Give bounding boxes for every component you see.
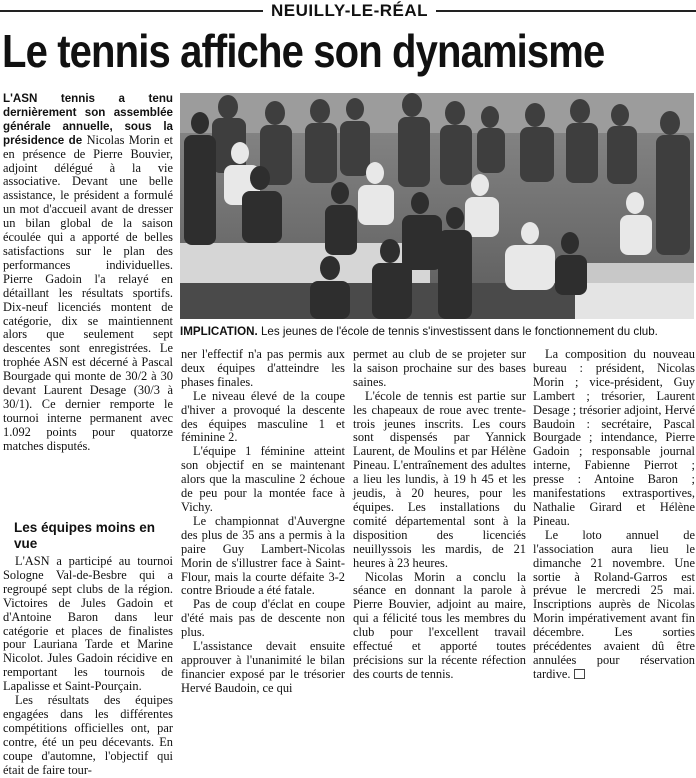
paragraph: L'ASN a participé au tournoi Sologne Val-de-Besbre qui a regroupé sept clubs de la région. Victoires de Jules Gadoin et d'Antoine Baron dans leur catégorie et places de finalistes pour Lauriana Tarde et Marine Nicolot. Jules Gadoin récidive en remportant les tournois de Lapalisse et Saint-Pourçain. (3, 554, 173, 694)
paragraph: ner l'effectif n'a pas permis aux deux équipes d'atteindre les phases finales. (181, 347, 345, 389)
paragraph: Pas de coup d'éclat en coupe d'été mais pas de descente non plus. (181, 597, 345, 640)
column-1-bottom (3, 554, 173, 777)
subheading: Les équipes moins en vue (14, 520, 156, 551)
column-3 (353, 348, 526, 693)
kicker-bar (0, 0, 696, 22)
closing-text: Le loto annuel de l'association aura lieu le dimanche 21 novembre. Une sortie à Roland-Garros est prévue le mercredi 25 mai. Inscriptions auprès de Nicolas Morin impérativement avant fin décembre. Les sorties précédentes avaient dû être annulées pour réservation tardive. (533, 527, 695, 681)
caption-text: Les jeunes de l'école de tennis s'investissent dans le fonctionnement du club. (260, 325, 658, 338)
paragraph: Le championnat d'Auvergne des plus de 35 ans a permis à la paire Guy Lambert-Nicolas Morin de s'illustrer face à Saint-Flour, mais la courte défaite 3-2 contre Brioude a été fatale. (181, 513, 345, 598)
paragraph: L'école de tennis est partie sur les chapeaux de roue avec trente-trois jeunes inscrits. Les cours sont dispensés par Yannick Laurent, de Moulins et par Hélène Pineau. L'entraînement des adultes a lieu les lundis, à 19 h 45 et les jeudis, à 20 heures, pour les équipes. Les installations du comité départemental sont à la disposition des licenciés neuillyssois les mardis, de 21 heures à 23 heures. (353, 388, 526, 570)
end-mark-icon (574, 669, 585, 679)
paragraph: L'assistance devait ensuite approuver à l'unanimité le bilan financier exposé par le trésorier Hervé Baudoin, ce qui (181, 639, 345, 695)
paragraph: Le niveau élevé de la coupe d'hiver a provoqué la descente des équipes masculine 1 et féminine 2. (181, 388, 345, 445)
paragraph: Les résultats des équipes engagées dans les différentes compétitions officielles ont, par contre, été un peu décevants. En coupe d'automne, l'objectif qui était de faire tour- (3, 693, 173, 777)
paragraph: permet au club de se projeter sur la saison prochaine sur des bases saines. (353, 347, 526, 389)
paragraph (533, 529, 695, 682)
section-kicker: NEUILLY-LE-RÉAL (263, 0, 436, 22)
headline: Le tennis affiche son dynamisme (2, 25, 605, 77)
group-photo-illustration (180, 93, 694, 319)
paragraph: La composition du nouveau bureau : président, Nicolas Morin ; vice-président, Guy Lambert ; trésorier, Laurent Desage ; trésorier adjoint, Hervé Baudoin : secrétaire, Pascal Bourgade ; intendance, Pierre Gadoin ; responsable journal interne, Fabienne Pierrot ; presse : Antoine Baron ; manifestations extrasportives, Nathalie Girard et Hélène Pineau. (533, 347, 695, 528)
lead-paragraph: L'ASN tennis a tenu dernièrement son assemblée générale annuelle, sous la présidence de (3, 92, 173, 147)
intro-text: Nicolas Morin et en présence de Pierre Bouvier, adjoint délégué à la vie associative. Devant une belle assistance, le président a formulé un mot d'accueil avant de dresser un bilan global de la saison écoulée qui a apporté de belles satisfactions sur le plan des performances individuelles. Pierre Gadoin l'a relayé en détaillant les résultats sportifs. Dix-neuf licenciés montent de catégorie, dix se maintiennent alors que seulement sept descentes sont enregistrées. Le trophée ASN est décerné à Pascal Bourgade qui monte de 30/2 à 30 devant Laurent Desage (30/3 à 30/1). Ce dernier remporte le tournoi interne permanent avec 1.092 points pour quatorze matches disputés. (3, 132, 173, 453)
group-photo (180, 93, 694, 319)
photo-caption (180, 324, 694, 339)
column-4 (533, 348, 695, 693)
paragraph: Nicolas Morin a conclu la séance en donnant la parole à Pierre Bouvier, adjoint au maire, qui a félicité tous les membres du club pour l'excellent travail effectué et apporté toutes précisions sur la récente réfection des courts de tennis. (353, 569, 526, 681)
column-1-top (3, 92, 173, 452)
caption-label: IMPLICATION. (180, 325, 258, 338)
column-2 (181, 348, 345, 693)
paragraph: L'équipe 1 féminine atteint son objectif en se maintenant alors que la masculine 2 échoue de peu pour la montée face à Vichy. (181, 444, 345, 514)
